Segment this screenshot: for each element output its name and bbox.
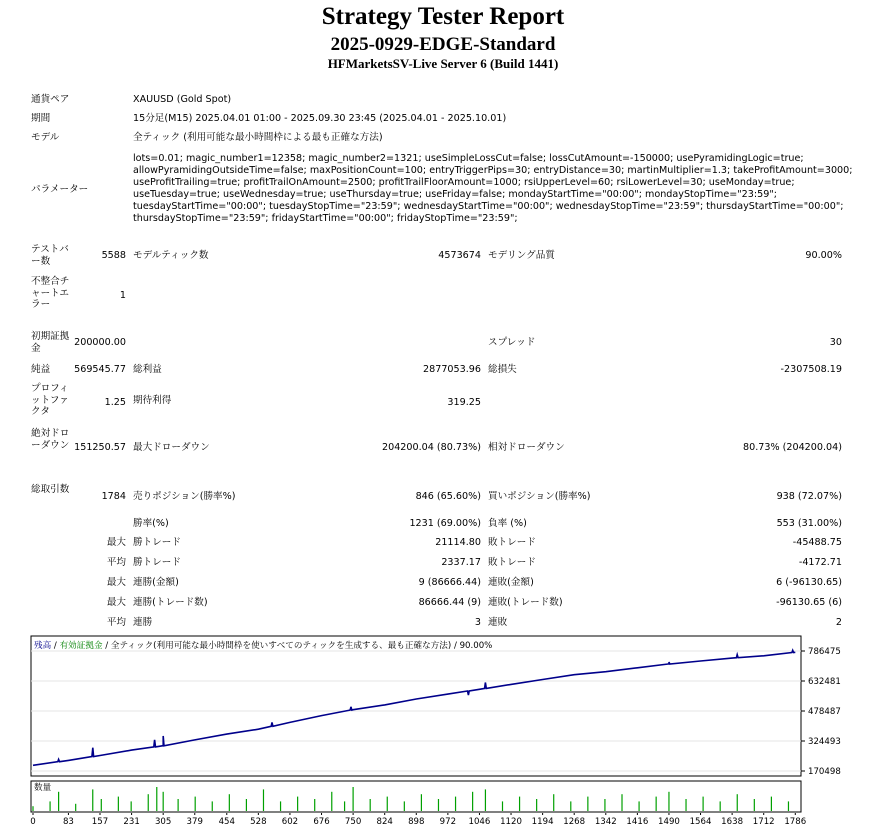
largest-win-label: 勝トレード xyxy=(133,537,181,548)
gross-loss-label: 総損失 xyxy=(488,364,517,375)
pf-label: プロフィットファクタ xyxy=(31,383,69,417)
avg-consec-prefix: 平均 xyxy=(106,617,126,628)
y-tick-label: 478487 xyxy=(808,706,841,717)
spread-label: スプレッド xyxy=(488,337,536,348)
y-tick-label: 170498 xyxy=(808,767,841,777)
max-consec-loss-value: 6 (-96130.65) xyxy=(776,577,842,588)
long-label: 買いポジション(勝率%) xyxy=(488,491,591,502)
x-tick-label: 1712 xyxy=(752,817,775,826)
y-tick-label: 632481 xyxy=(808,676,841,687)
long-value: 938 (72.07%) xyxy=(776,491,842,502)
pf-value: 1.25 xyxy=(104,397,126,408)
x-tick-label: 972 xyxy=(439,817,457,826)
quality-value: 90.00% xyxy=(805,250,842,261)
rel-dd-label: 相対ドローダウン xyxy=(488,442,565,453)
max-consec2-prefix: 最大 xyxy=(106,597,126,608)
x-tick-label: 1268 xyxy=(563,817,586,826)
x-tick-label: 1416 xyxy=(626,817,649,826)
report-title: Strategy Tester Report xyxy=(321,3,565,30)
x-tick-label: 454 xyxy=(218,817,235,826)
avg-win-label: 勝トレード xyxy=(133,557,181,568)
max-consec-loss-label: 連敗(金額) xyxy=(488,577,534,588)
report-subtitle: 2025-0929-EDGE-Standard xyxy=(330,34,556,55)
deposit-label: 初期証拠金 xyxy=(31,331,70,354)
x-tick-label: 157 xyxy=(91,817,109,826)
x-tick-label: 602 xyxy=(281,817,299,826)
x-tick-label: 83 xyxy=(62,817,74,826)
max-dd-label: 最大ドローダウン xyxy=(133,442,210,453)
legend-sep1: / xyxy=(51,641,60,651)
params-value: lots=0.01; magic_number1=12358; magic_number2=1321; useSimpleLossCut=false; lossCutAmount=-150000; usePyramidingLogic=true; allowPyramidingOutsideTime=false; maxPositionCount=100; entryTriggerPips=30; entryDistance=30; martinMultiplier=1.3; takeProfitAmount=3000; useProfitTrailing=true; profitTrailOnAmount=2500; profitTrailFloorAmount=1000; rsiUpperLevel=60; rsiLowerLevel=30; useMonday=true; useTuesday=true; useWednesday=true; useThursday=true; useFriday=false; mondayStartTime="00:00"; mondayStopTime="23:59"; tuesdayStartTime="00:00"; tuesdayStopTime="23:59"; wednesdayStartTime="00:00"; wednesdayStopTime="23:59"; thursdayStartTime="00:00"; thursdayStopTime="23:59"; fridayStartTime="00:00"; fridayStopTime="23:59"; xyxy=(133,153,853,224)
balance-chart xyxy=(0,634,886,780)
max-consec-win-value: 9 (86666.44) xyxy=(418,577,481,588)
largest-win-value: 21114.80 xyxy=(435,537,481,548)
quality-label: モデリング品質 xyxy=(488,250,555,261)
x-tick-label: 0 xyxy=(30,817,36,826)
volume-label: 数量 xyxy=(34,783,52,793)
bars-label: テストバー数 xyxy=(31,244,69,267)
period-value: 15分足(M15) 2025.04.01 01:00 - 2025.09.30 23:45 (2025.04.01 - 2025.10.01) xyxy=(133,113,507,124)
max-consec-lossamt-label: 連敗(トレード数) xyxy=(488,597,563,608)
max-dd-value: 204200.04 (80.73%) xyxy=(382,442,481,453)
gross-loss-value: -2307508.19 xyxy=(780,364,842,375)
y-tick-label: 324493 xyxy=(808,736,841,747)
max-consec-profit-value: 86666.44 (9) xyxy=(418,597,481,608)
largest-prefix: 最大 xyxy=(106,537,126,548)
x-tick-label: 1786 xyxy=(784,817,807,826)
model-label: モデル xyxy=(31,132,60,143)
x-tick-label: 1638 xyxy=(721,817,744,826)
svg-text:残高 / 有効証拠金 / 全ティック(利用可能な最小時間枠を xyxy=(34,639,492,651)
largest-loss-value: -45488.75 xyxy=(792,537,842,548)
params-label: パラメーター xyxy=(31,184,89,195)
x-tick-label: 1342 xyxy=(594,817,617,826)
legend-equity: 有効証拠金 xyxy=(59,641,103,651)
x-tick-label: 528 xyxy=(250,817,267,826)
gross-profit-label: 総利益 xyxy=(133,364,162,375)
legend-sep2: / xyxy=(102,641,111,651)
x-tick-label: 1046 xyxy=(468,817,491,826)
x-axis xyxy=(0,813,886,826)
bars-value: 5588 xyxy=(101,250,126,261)
avg-loss-value: -4172.71 xyxy=(798,557,842,568)
max-consec-lossamt-value: -96130.65 (6) xyxy=(776,597,842,608)
deposit-value: 200000.00 xyxy=(74,337,126,348)
max-consec-profit-label: 連勝(トレード数) xyxy=(133,597,208,608)
y-tick-label: 786475 xyxy=(808,647,841,657)
ticks-label: モデルティック数 xyxy=(133,250,209,261)
mismatch-value: 1 xyxy=(119,290,126,301)
period-label: 期間 xyxy=(31,113,51,124)
legend-balance: 残高 xyxy=(34,641,52,651)
symbol-value: XAUUSD (Gold Spot) xyxy=(133,94,232,105)
x-axis-ticks xyxy=(30,813,806,826)
abs-dd-value: 151250.57 xyxy=(74,442,126,453)
short-value: 846 (65.60%) xyxy=(415,491,481,502)
mismatch-label: 不整合チャートエラー xyxy=(31,276,70,310)
max-consec-win-label: 連勝(金額) xyxy=(133,577,179,588)
rel-dd-value: 80.73% (204200.04) xyxy=(743,442,842,453)
x-tick-label: 750 xyxy=(344,817,362,826)
ticks-value: 4573674 xyxy=(438,250,481,261)
x-tick-label: 231 xyxy=(123,817,140,826)
volume-chart xyxy=(0,780,886,814)
chart-y-ticks xyxy=(801,647,841,777)
x-tick-label: 824 xyxy=(376,817,393,826)
expected-label: 期待利得 xyxy=(133,395,172,406)
x-tick-label: 1194 xyxy=(531,817,554,826)
loss-value: 553 (31.00%) xyxy=(776,518,842,529)
avg-loss-label: 敗トレード xyxy=(488,557,536,568)
net-value: 569545.77 xyxy=(74,364,126,375)
win-label: 勝率(%) xyxy=(133,518,169,529)
x-tick-label: 305 xyxy=(154,817,172,826)
report-server: HFMarketsSV-Live Server 6 (Build 1441) xyxy=(327,56,559,71)
model-value: 全ティック (利用可能な最小時間枠による最も正確な方法) xyxy=(133,132,383,143)
average-prefix: 平均 xyxy=(106,557,126,568)
short-label: 売りポジション(勝率%) xyxy=(133,491,236,502)
spread-value: 30 xyxy=(829,337,842,348)
win-value: 1231 (69.00%) xyxy=(409,518,481,529)
x-tick-label: 1564 xyxy=(689,817,712,826)
largest-loss-label: 敗トレード xyxy=(488,537,536,548)
x-tick-label: 1120 xyxy=(500,817,522,826)
avg-win-value: 2337.17 xyxy=(441,557,481,568)
x-tick-label: 1490 xyxy=(658,817,680,826)
chart-frame xyxy=(31,636,801,776)
avg-consec-win-value: 3 xyxy=(474,617,481,628)
symbol-label: 通貨ペア xyxy=(31,94,70,105)
gross-profit-value: 2877053.96 xyxy=(423,364,481,375)
trades-value: 1784 xyxy=(101,491,126,502)
avg-consec-loss-value: 2 xyxy=(835,617,842,628)
x-tick-label: 379 xyxy=(186,817,203,826)
trades-label: 総取引数 xyxy=(31,484,70,495)
avg-consec-loss-label: 連敗 xyxy=(488,617,508,628)
x-tick-label: 898 xyxy=(408,817,425,826)
max-consec-prefix: 最大 xyxy=(106,577,126,588)
avg-consec-win-label: 連勝 xyxy=(133,617,153,628)
net-label: 純益 xyxy=(31,364,51,375)
loss-label: 負率 (%) xyxy=(488,518,527,529)
legend-model: 全ティック(利用可能な最小時間枠を使いすべてのティックを生成する、最も正確な方法) / 90.00% xyxy=(110,641,493,651)
expected-value: 319.25 xyxy=(447,397,481,408)
x-tick-label: 676 xyxy=(313,817,330,826)
abs-dd-label: 絶対ドローダウン xyxy=(31,428,70,451)
